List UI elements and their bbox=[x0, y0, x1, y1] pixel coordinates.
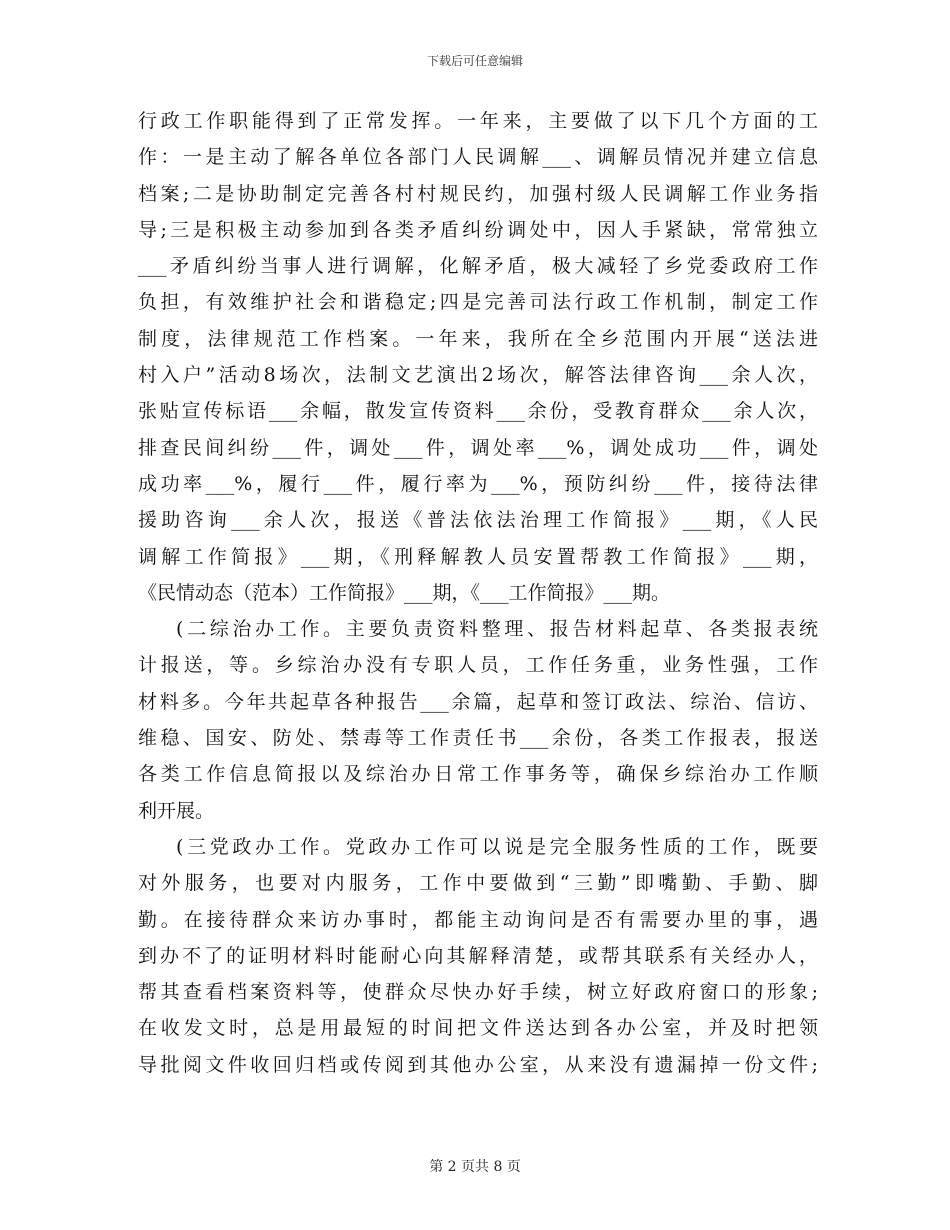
document-body bbox=[138, 103, 818, 1083]
text-line: 档案;二是协助制定完善各村村规民约，加强村级人民调解工作业务指 bbox=[138, 182, 818, 205]
text-line: 张贴宣传标语___余幅，散发宣传资料___余份，受教育群众___余人次， bbox=[138, 400, 818, 423]
paragraph-start-line: (二综治办工作。主要负责资料整理、报告材料起草、各类报表统 bbox=[176, 618, 818, 641]
text-line: 在收发文时，总是用最短的时间把文件送达到各办公室，并及时把领 bbox=[138, 1017, 818, 1040]
text-line: 材料多。今年共起草各种报告___余篇，起草和签订政法、综治、信访、 bbox=[138, 690, 818, 713]
text-line: 行政工作职能得到了正常发挥。一年来，主要做了以下几个方面的工 bbox=[138, 110, 818, 132]
text-line: 导;三是积极主动参加到各类矛盾纠纷调处中，因人手紧缺，常常独立 bbox=[138, 218, 818, 241]
paragraph-start-line: (三党政办工作。党政办工作可以说是完全服务性质的工作，既要 bbox=[176, 835, 818, 858]
text-line: 村入户”活动8场次，法制文艺演出2场次，解答法律咨询___余人次， bbox=[138, 364, 818, 387]
text-line: 制度，法律规范工作档案。一年来，我所在全乡范围内开展“送法进 bbox=[138, 327, 818, 350]
text-line: 维稳、国安、防处、禁毒等工作责任书___余份，各类工作报表，报送 bbox=[138, 727, 818, 750]
text-line: 调解工作简报》___期，《刑释解教人员安置帮教工作简报》___期， bbox=[138, 545, 818, 568]
text-line: 导批阅文件收回归档或传阅到其他办公室，从来没有遗漏掉一份文件; bbox=[138, 1053, 818, 1076]
text-line: 成功率___%，履行___件，履行率为___%，预防纠纷___件，接待法律 bbox=[138, 472, 818, 495]
text-line: 利开展。 bbox=[138, 799, 215, 822]
text-line: 负担，有效维护社会和谐稳定;四是完善司法行政工作机制，制定工作 bbox=[138, 291, 818, 314]
text-line: 到办不了的证明材料时能耐心向其解释清楚，或帮其联系有关经办人， bbox=[138, 944, 818, 967]
text-line: ___矛盾纠纷当事人进行调解，化解矛盾，极大减轻了乡党委政府工作 bbox=[138, 255, 818, 278]
text-line: 勤。在接待群众来访办事时，都能主动询问是否有需要办里的事，遇 bbox=[138, 908, 818, 931]
page-header: 下载后可任意编辑 bbox=[426, 54, 523, 68]
text-line: 作：一是主动了解各单位各部门人民调解___、调解员情况并建立信息 bbox=[138, 146, 818, 169]
text-line: 《民情动态（范本）工作简报》___期，《___工作简报》___期。 bbox=[138, 581, 671, 604]
text-line: 计报送，等。乡综治办没有专职人员，工作任务重，业务性强，工作 bbox=[138, 654, 818, 677]
text-line: 各类工作信息简报以及综治办日常工作事务等，确保乡综治办工作顺 bbox=[138, 763, 818, 786]
text-line: 对外服务，也要对内服务，工作中要做到“三勤”即嘴勤、手勤、脚 bbox=[138, 872, 818, 895]
text-line: 帮其查看档案资料等，使群众尽快办好手续，树立好政府窗口的形象; bbox=[138, 981, 818, 1004]
page-number-footer: 第 2 页共 8 页 bbox=[429, 1159, 521, 1175]
text-line: 排查民间纠纷___件，调处___件，调处率___%，调处成功___件，调处 bbox=[138, 436, 818, 459]
text-line: 援助咨询___余人次，报送《普法依法治理工作简报》___期，《人民 bbox=[138, 509, 818, 532]
